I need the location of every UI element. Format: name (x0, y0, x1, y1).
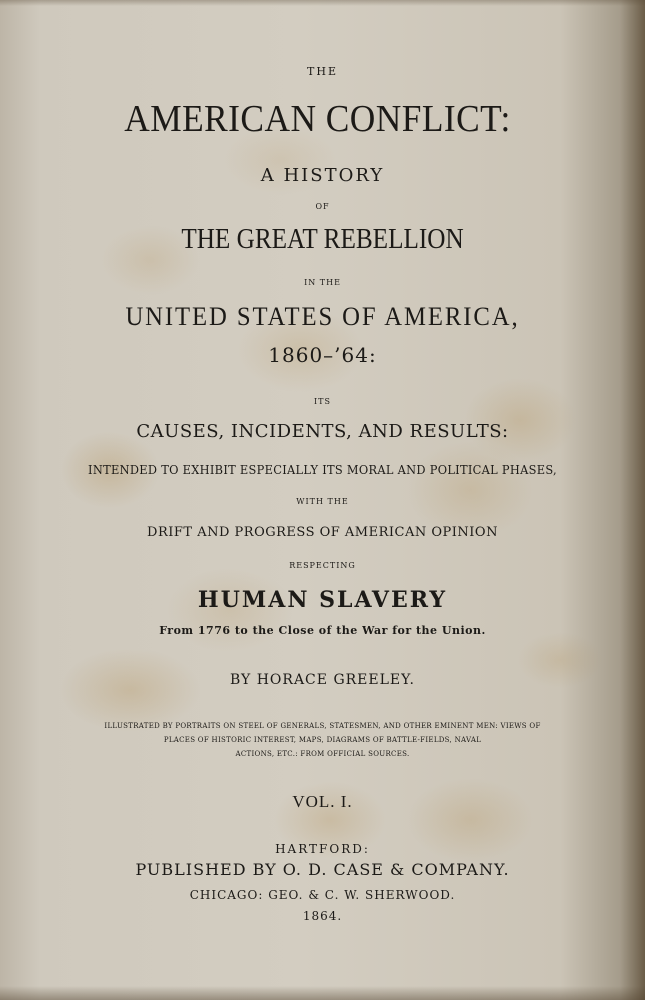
author-line: BY HORACE GREELEY. (229, 672, 416, 688)
imprint-publisher: PUBLISHED BY O. D. CASE & COMPANY. (135, 860, 510, 879)
title-drift: DRIFT AND PROGRESS OF AMERICAN OPINION (147, 525, 498, 540)
connector-its: ITS (314, 397, 331, 406)
imprint-city: HARTFORD: (275, 842, 370, 856)
page-bottom-shadow (0, 986, 645, 1000)
subtitle-history: A HISTORY (260, 165, 385, 186)
title-slavery: HUMAN SLAVERY (197, 587, 448, 613)
title-causes: CAUSES, INCIDENTS, AND RESULTS: (136, 421, 509, 442)
illustrations-line-1: ILLUSTRATED BY PORTRAITS ON STEEL OF GENERALS, STATESMEN, AND OTHER EMINENT MEN: VIEWS OF (104, 722, 541, 730)
connector-in-the: IN THE (304, 278, 341, 287)
title-years: 1860–’64: (268, 343, 377, 367)
title-intended: INTENDED TO EXHIBIT ESPECIALLY ITS MORAL AND POLITICAL PHASES, (88, 463, 557, 477)
title-date-range: From 1776 to the Close of the War for the Union. (159, 624, 486, 637)
imprint-year: 1864. (302, 909, 343, 923)
illustrations-line-2: PLACES OF HISTORIC INTEREST, MAPS, DIAGRAMS OF BATTLE-FIELDS, NAVAL (163, 736, 482, 744)
illustrations-line-3: ACTIONS, ETC.: FROM OFFICIAL SOURCES. (235, 750, 410, 758)
connector-respecting: RESPECTING (289, 561, 356, 570)
main-title: AMERICAN CONFLICT: (124, 98, 511, 140)
title-rebellion: THE GREAT REBELLION (181, 224, 464, 255)
imprint-chicago: CHICAGO: GEO. & C. W. SHERWOOD. (189, 888, 456, 902)
title-country: UNITED STATES OF AMERICA, (125, 302, 520, 331)
title-the: THE (307, 65, 338, 78)
connector-of: OF (315, 202, 330, 211)
connector-with-the: WITH THE (296, 497, 349, 506)
page-top-shadow (0, 0, 645, 6)
volume-number: VOL. I. (292, 792, 353, 811)
